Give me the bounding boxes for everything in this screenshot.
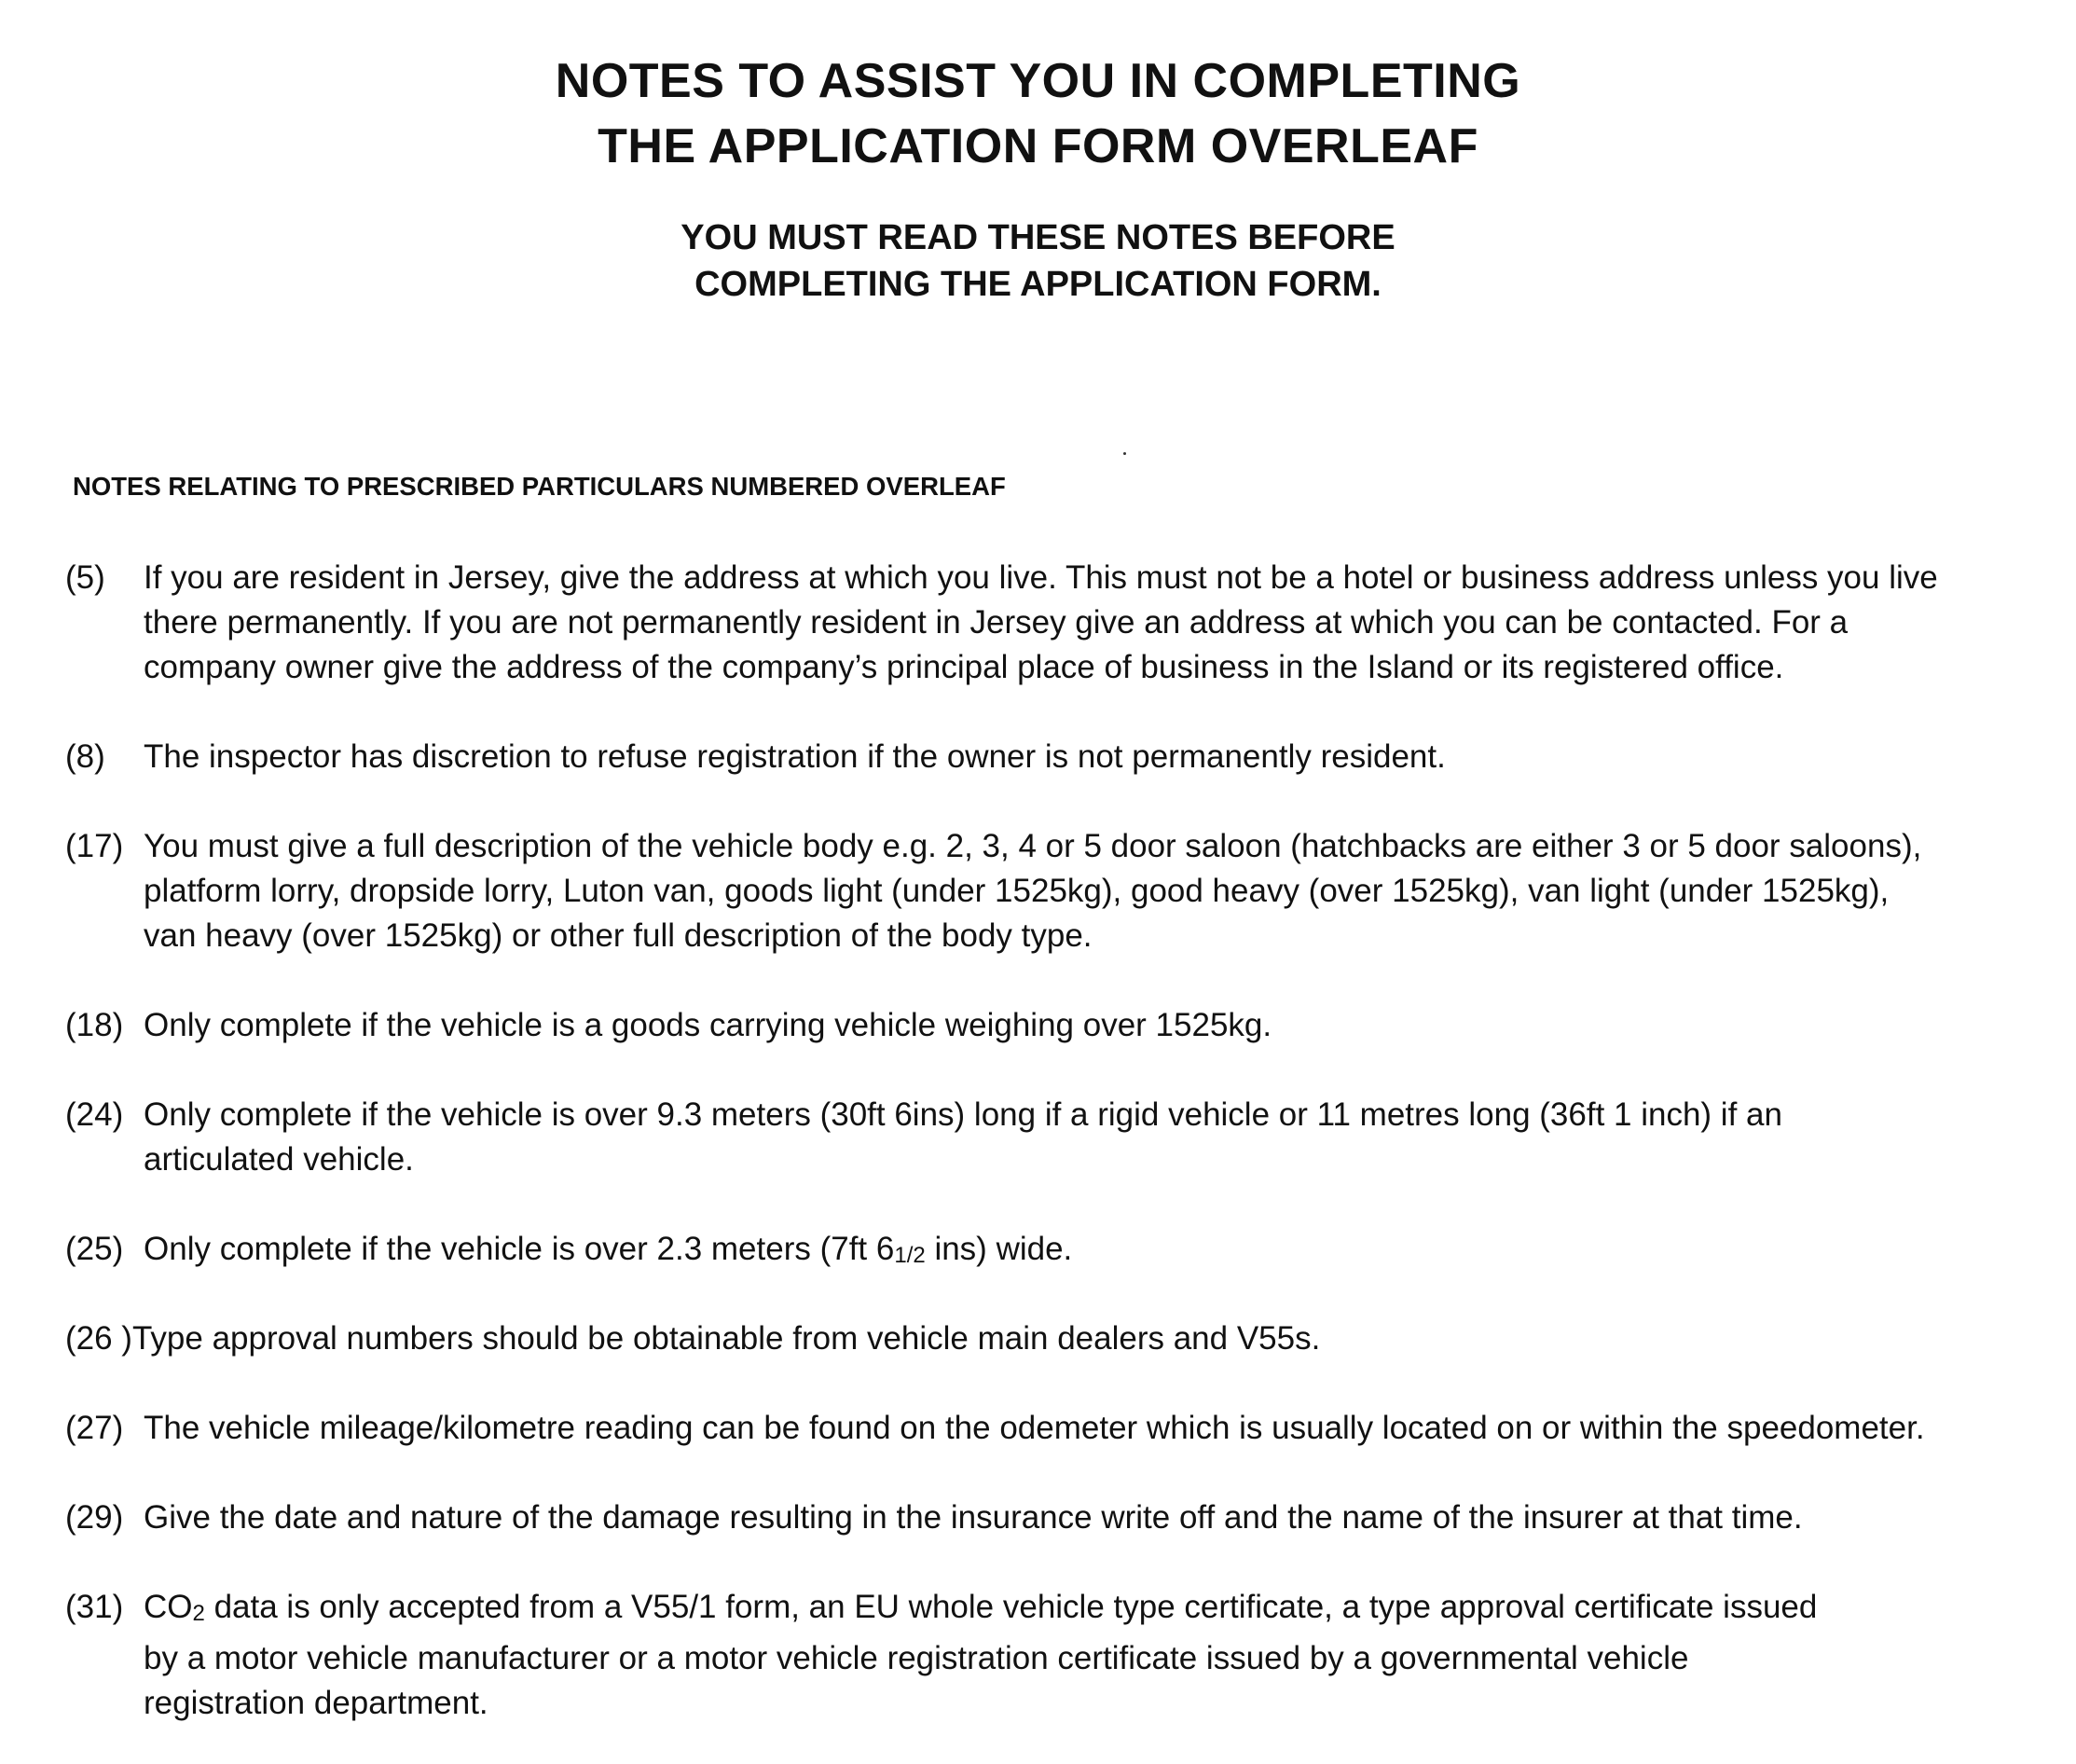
note-25 <box>65 1227 2042 1278</box>
note-26 <box>65 1316 2042 1361</box>
note-24 <box>65 1093 2042 1182</box>
note-line <box>144 1585 2042 1636</box>
subtitle-line-2: COMPLETING THE APPLICATION FORM. <box>694 265 1382 304</box>
title-line-1: NOTES TO ASSIST YOU IN COMPLETING <box>555 54 1521 108</box>
note-number: (5) <box>65 559 105 596</box>
note-number: (17) <box>65 828 124 864</box>
note-text: ins) wide. <box>925 1231 1073 1267</box>
note-number: (31) <box>65 1589 124 1625</box>
note-line: Give the date and nature of the damage resulting in the insurance write off and the name of the insurer at that time. <box>144 1499 1803 1536</box>
page-subtitle <box>0 214 2076 308</box>
title-line-2: THE APPLICATION FORM OVERLEAF <box>598 119 1478 173</box>
note-17 <box>65 824 2042 958</box>
note-number: (26 ) <box>65 1320 132 1357</box>
note-number: (8) <box>65 738 105 775</box>
note-27 <box>65 1406 2042 1451</box>
note-line: Only complete if the vehicle is a goods carrying vehicle weighing over 1525kg. <box>144 1007 1272 1043</box>
subscript-2: 2 <box>192 1601 205 1626</box>
page-title <box>0 48 2076 179</box>
note-text: Only complete if the vehicle is over 2.3 meters (7ft 6 <box>144 1231 895 1267</box>
note-line: You must give a full description of the vehicle body e.g. 2, 3, 4 or 5 door saloon (hatchbacks are either 3 or 5 door saloons), <box>144 828 1922 864</box>
note-number: (29) <box>65 1499 124 1536</box>
stray-dot <box>1123 452 1126 455</box>
fraction-half: 1/2 <box>894 1243 926 1268</box>
note-line <box>65 1316 2042 1361</box>
note-5 <box>65 556 2042 690</box>
note-31 <box>65 1585 2042 1726</box>
note-number: (24) <box>65 1096 124 1133</box>
note-text: Type approval numbers should be obtainable from vehicle main dealers and V55s. <box>131 1320 1321 1357</box>
section-heading: NOTES RELATING TO PRESCRIBED PARTICULARS NUMBERED OVERLEAF <box>73 472 1006 501</box>
note-8 <box>65 735 2042 779</box>
note-number: (25) <box>65 1231 124 1267</box>
note-line: The inspector has discretion to refuse registration if the owner is not permanently resident. <box>144 738 1446 775</box>
note-number: (18) <box>65 1007 124 1043</box>
note-line: The vehicle mileage/kilometre reading can be found on the odemeter which is usually located on or within the speedometer. <box>144 1410 1925 1446</box>
note-text: CO <box>144 1589 193 1625</box>
note-line: articulated vehicle. <box>144 1141 414 1178</box>
note-line: Only complete if the vehicle is over 9.3 meters (30ft 6ins) long if a rigid vehicle or 11 metres long (36ft 1 inch) if an <box>144 1096 1782 1133</box>
note-29 <box>65 1495 2042 1540</box>
note-line: platform lorry, dropside lorry, Luton van, goods light (under 1525kg), good heavy (over 1525kg), van light (under 1525kg), <box>144 873 1890 909</box>
note-line: by a motor vehicle manufacturer or a motor vehicle registration certificate issued by a governmental vehicle <box>144 1640 1689 1676</box>
note-line: there permanently. If you are not permanently resident in Jersey give an address at which you can be contacted. For a <box>144 604 1849 641</box>
note-line: If you are resident in Jersey, give the address at which you live. This must not be a hotel or business address unless you live <box>144 559 1938 596</box>
note-18 <box>65 1003 2042 1048</box>
note-line: registration department. <box>144 1685 488 1721</box>
note-number: (27) <box>65 1410 124 1446</box>
note-line: company owner give the address of the company’s principal place of business in the Island or its registered office. <box>144 649 1784 685</box>
note-text: data is only accepted from a V55/1 form, an EU whole vehicle type certificate, a type approval certificate issued <box>204 1589 1818 1625</box>
note-line <box>144 1227 2042 1278</box>
note-line: van heavy (over 1525kg) or other full description of the body type. <box>144 917 1093 954</box>
subtitle-line-1: YOU MUST READ THESE NOTES BEFORE <box>681 218 1395 257</box>
